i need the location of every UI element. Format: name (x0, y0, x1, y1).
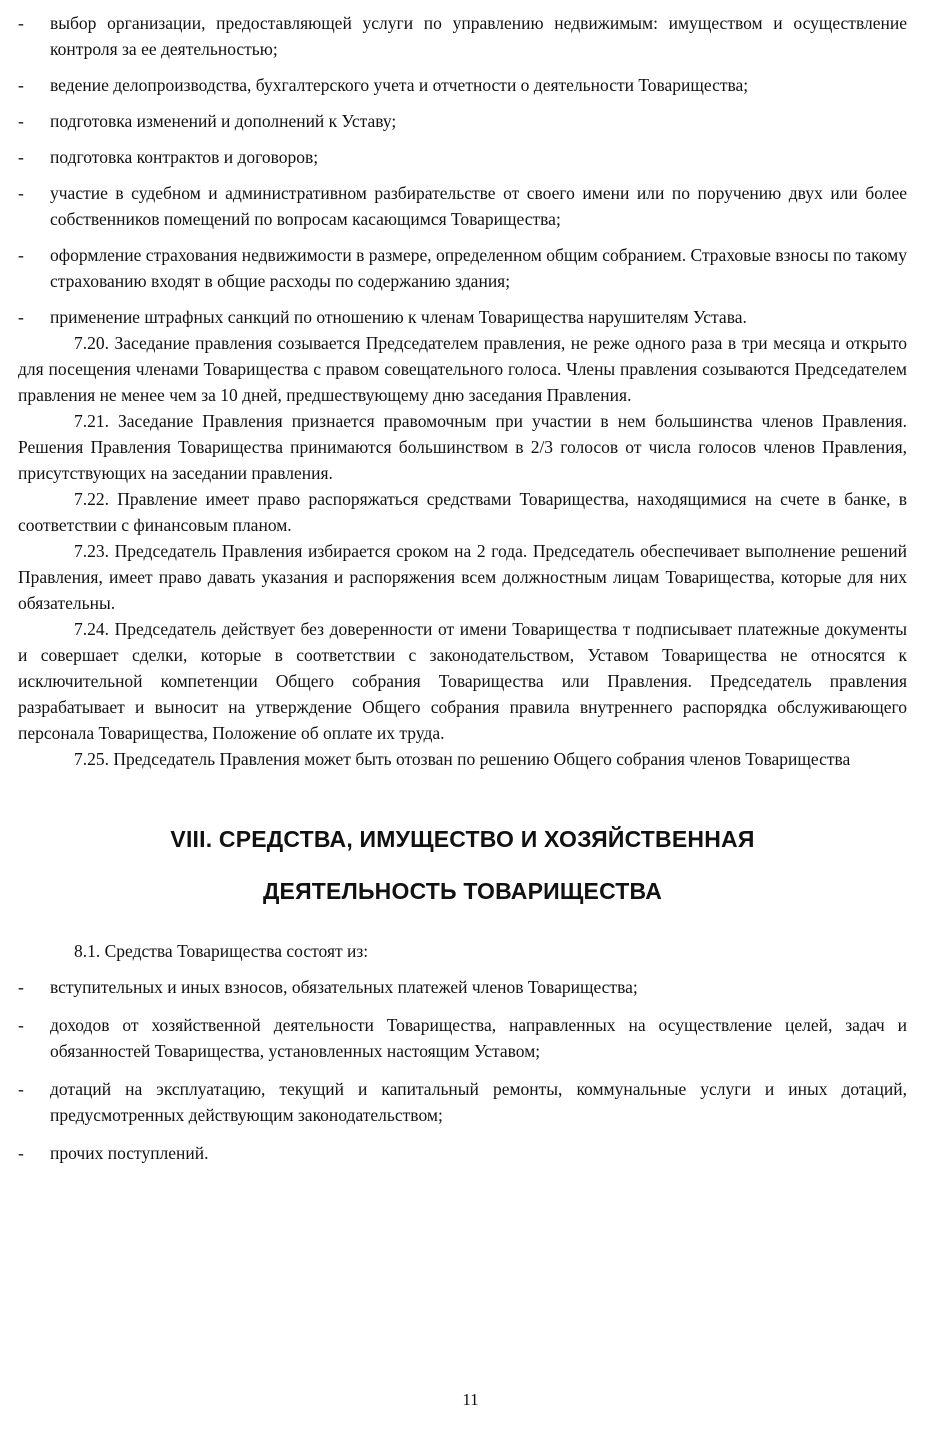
bullet-dash: - (18, 147, 24, 167)
list-item-text: подготовка изменений и дополнений к Уставу; (50, 111, 397, 131)
section-heading-line1: VIII. СРЕДСТВА, ИМУЩЕСТВО И ХОЗЯЙСТВЕННАЯ (170, 826, 755, 852)
list-item-text: вступительных и иных взносов, обязательных платежей членов Товарищества; (50, 977, 638, 997)
page-number: 11 (462, 1390, 479, 1409)
bullet-dash: - (18, 1015, 24, 1035)
list-item (18, 304, 907, 330)
bullet-dash: - (18, 1079, 24, 1099)
list-item (18, 180, 907, 232)
list-item-text: доходов от хозяйственной деятельности Товарищества, направленных на осуществление целей, задач и обязанностей Товарищества, установленных настоящим Уставом; (50, 1015, 907, 1061)
list-item-text: выбор организации, предоставляющей услуги по управлению недвижимым: имуществом и осуществление контроля за ее деятельностью; (50, 13, 907, 59)
list-item-text: дотаций на эксплуатацию, текущий и капитальный ремонты, коммунальные услуги и иных дотаций, предусмотренных действующим законодательством; (50, 1079, 907, 1125)
list-item (18, 72, 907, 98)
list-item (18, 144, 907, 170)
bullet-dash: - (18, 183, 24, 203)
bullet-dash: - (18, 245, 24, 265)
bullet-dash: - (18, 307, 24, 327)
bullet-dash: - (18, 111, 24, 131)
paragraph-8-1: 8.1. Средства Товарищества состоят из: (74, 941, 369, 961)
list-item (18, 1012, 907, 1064)
list-item-text: ведение делопроизводства, бухгалтерского учета и отчетности о деятельности Товарищества; (50, 75, 749, 95)
list-item-text: участие в судебном и административном разбирательстве от своего имени или по поручению двух или более собственников помещений по вопросам касающимся Товарищества; (50, 183, 907, 229)
bullet-dash: - (18, 1143, 24, 1163)
bullet-dash: - (18, 13, 24, 33)
bullet-dash: - (18, 977, 24, 997)
section8-bullet-list (18, 974, 907, 1166)
paragraph-7-20: 7.20. Заседание правления созывается Председателем правления, не реже одного раза в три месяца и открыто для посещения членами Товарищества с правом совещательного голоса. Члены правления созываются Председателем правления не менее чем за 10 дней, предшествующему дню заседания Правления. (18, 333, 907, 405)
list-item (18, 108, 907, 134)
list-item (18, 1140, 907, 1166)
paragraph-7-21: 7.21. Заседание Правления признается правомочным при участии в нем большинства членов Правления. Решения Правления Товарищества принимаются большинством в 2/3 голосов от числа голосов членов Правления, присутствующих на заседании правления. (18, 411, 907, 483)
list-item-text: оформление страхования недвижимости в размере, определенном общим собранием. Страховые взносы по такому страхованию входят в общие расходы по содержанию здания; (50, 245, 907, 291)
list-item (18, 974, 907, 1000)
list-item (18, 242, 907, 294)
list-item-text: подготовка контрактов и договоров; (50, 147, 319, 167)
paragraph-7-24: 7.24. Председатель действует без доверенности от имени Товарищества т подписывает платежные документы и совершает сделки, которые в соответствии с законодательством, Уставом Товарищества не относятся к исключительной компетенции Общего собрания Товарищества или Правления. Председатель правления разрабатывает и выносит на утверждение Общего собрания правила внутреннего распорядка обслуживающего персонала Товарищества, Положение об оплате их труда. (18, 619, 907, 743)
paragraph-7-22: 7.22. Правление имеет право распоряжаться средствами Товарищества, находящимися на счете в банке, в соответствии с финансовым планом. (18, 489, 907, 535)
paragraph-7-25: 7.25. Председатель Правления может быть отозван по решению Общего собрания членов Товарищества (74, 749, 851, 769)
paragraph-7-23: 7.23. Председатель Правления избирается сроком на 2 года. Председатель обеспечивает выполнение решений Правления, имеет право давать указания и распоряжения всем должностным лицам Товарищества, которые для них обязательны. (18, 541, 907, 613)
bullet-dash: - (18, 75, 24, 95)
section-heading-line2: ДЕЯТЕЛЬНОСТЬ ТОВАРИЩЕСТВА (262, 878, 663, 904)
section7-bullet-list (18, 10, 907, 330)
list-item-text: применение штрафных санкций по отношению к членам Товарищества нарушителям Устава. (50, 307, 747, 327)
list-item (18, 10, 907, 62)
list-item (18, 1076, 907, 1128)
list-item-text: прочих поступлений. (50, 1143, 209, 1163)
